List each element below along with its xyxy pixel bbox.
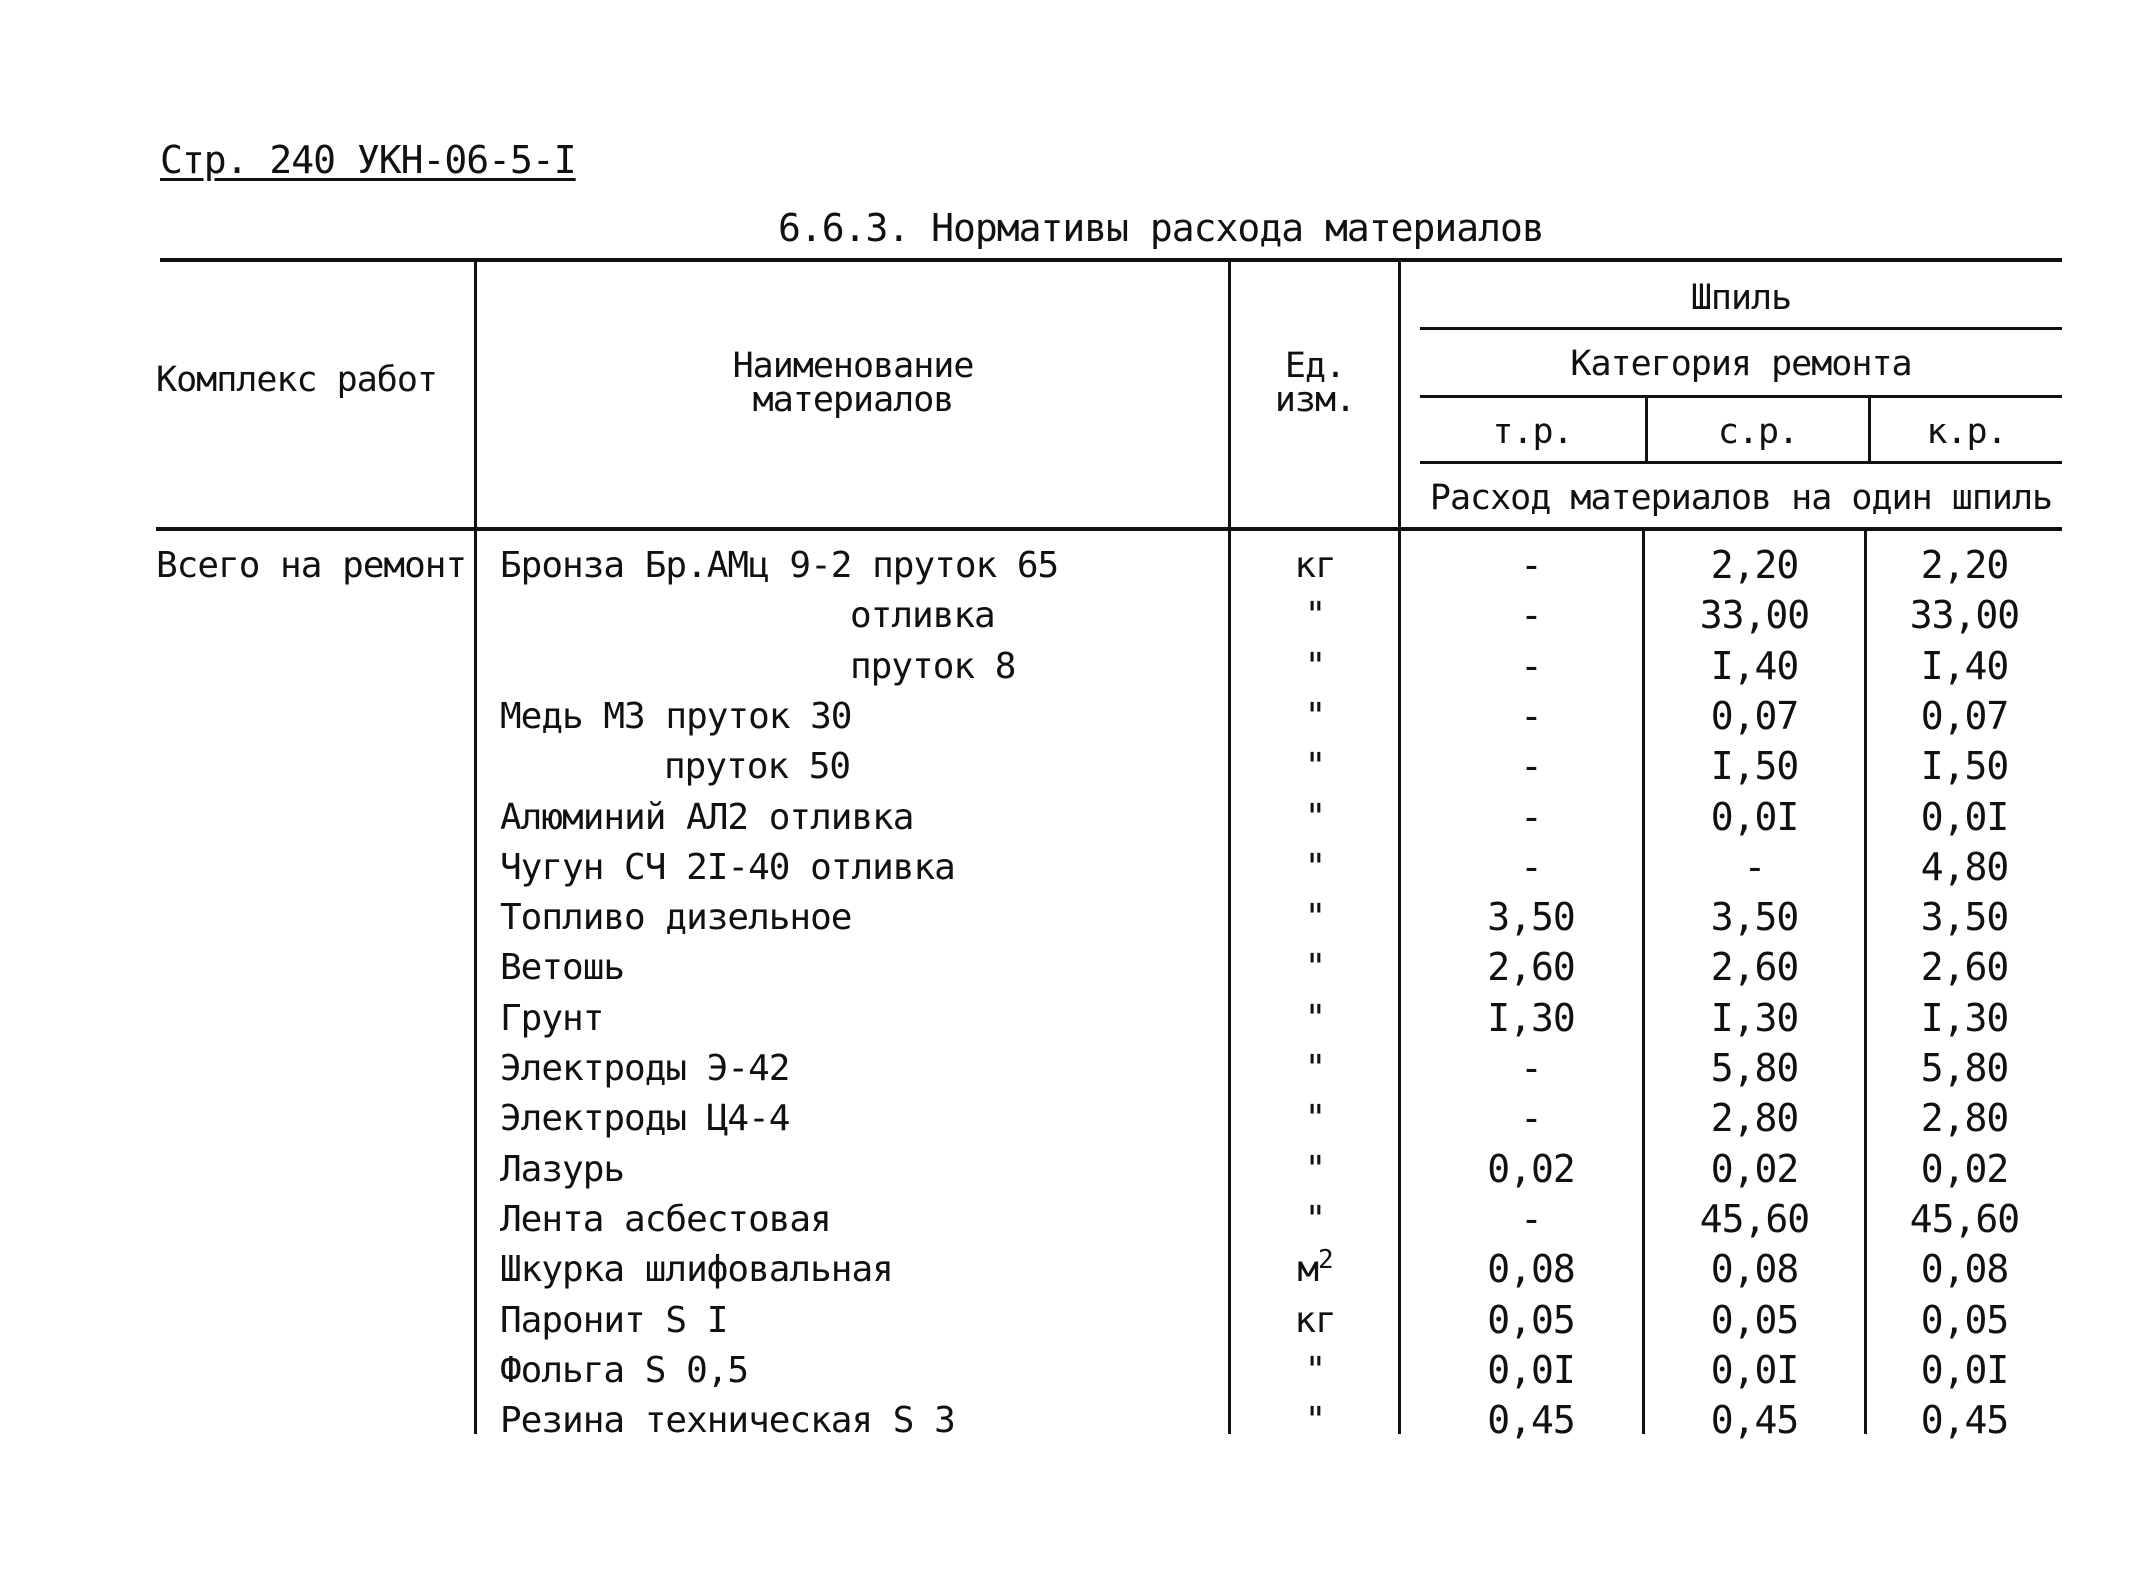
value-tr: - <box>1520 644 1542 688</box>
material-name: Шкурка шлифовальная <box>500 1249 893 1290</box>
table-row <box>0 694 2152 747</box>
header-name-line2: материалов <box>752 380 954 420</box>
header-kr: к.р. <box>1926 412 2007 452</box>
value-kr: 0,02 <box>1920 1147 2009 1191</box>
material-name: Ветошь <box>500 947 625 988</box>
unit-cell <box>1232 1245 1398 1290</box>
value-sr: I,30 <box>1710 996 1799 1040</box>
value-tr: - <box>1520 694 1542 738</box>
unit-value: " <box>1304 1098 1326 1139</box>
unit-value: " <box>1304 797 1326 838</box>
material-name: Лазурь <box>500 1149 625 1190</box>
unit-value: м <box>1297 1249 1319 1290</box>
unit-value: " <box>1304 696 1326 737</box>
header-category-rule <box>1420 395 2062 398</box>
value-tr: 0,0I <box>1487 1348 1575 1392</box>
material-name: пруток 8 <box>850 646 1016 687</box>
table-row <box>0 1245 2152 1300</box>
table-row <box>0 1046 2152 1099</box>
unit-value: " <box>1304 1400 1326 1441</box>
value-kr: 3,50 <box>1920 895 2009 939</box>
unit-cell <box>1232 1048 1398 1089</box>
value-kr: I,50 <box>1920 744 2009 788</box>
table-row <box>0 1348 2152 1401</box>
value-tr: 0,08 <box>1487 1247 1575 1291</box>
unit-exponent: 2 <box>1318 1245 1333 1275</box>
value-kr: 2,20 <box>1920 543 2009 587</box>
header-group-rule <box>1420 327 2062 330</box>
value-kr: 0,05 <box>1920 1298 2009 1342</box>
value-tr: 2,60 <box>1487 945 1575 989</box>
header-group: Шпиль <box>1690 278 1792 318</box>
material-name: Медь М3 пруток 30 <box>500 696 852 737</box>
value-sr: 0,0I <box>1710 795 1799 839</box>
unit-cell <box>1232 947 1398 988</box>
unit-cell <box>1232 646 1398 687</box>
table-title: 6.6.3. Нормативы расхода материалов <box>778 206 1544 250</box>
unit-cell <box>1232 1400 1398 1441</box>
unit-cell <box>1232 545 1398 586</box>
value-sr: 2,80 <box>1710 1096 1799 1140</box>
value-tr: - <box>1520 543 1542 587</box>
value-sr: 0,08 <box>1710 1247 1799 1291</box>
unit-cell <box>1232 897 1398 938</box>
header-per-unit: Расход материалов на один шпиль <box>1429 478 2053 518</box>
unit-value: " <box>1304 646 1326 687</box>
table-row <box>0 543 2152 596</box>
unit-cell <box>1232 797 1398 838</box>
unit-value: " <box>1304 998 1326 1039</box>
material-name: Бронза Бр.АМц 9-2 пруток 65 <box>500 545 1059 586</box>
value-sr: - <box>1743 845 1766 889</box>
material-name: Чугун СЧ 2I-40 отливка <box>500 847 955 888</box>
value-sr: 0,05 <box>1710 1298 1799 1342</box>
unit-value: " <box>1304 1350 1326 1391</box>
value-kr: 45,60 <box>1909 1197 2020 1241</box>
value-tr: - <box>1520 1197 1542 1241</box>
material-name: Резина техническая S 3 <box>500 1400 955 1441</box>
table-row <box>0 945 2152 998</box>
value-sr: 2,20 <box>1710 543 1799 587</box>
unit-value: " <box>1304 595 1326 636</box>
table-top-rule <box>160 258 2062 262</box>
table-row <box>0 1197 2152 1250</box>
value-tr: 0,02 <box>1487 1147 1575 1191</box>
header-tr: т.р. <box>1492 412 1573 452</box>
unit-cell <box>1232 1098 1398 1139</box>
page-reference: Стр. 240 УКН-06-5-I <box>160 138 576 182</box>
value-sr: 33,00 <box>1699 593 1810 637</box>
value-tr: - <box>1520 593 1542 637</box>
header-bottom-rule <box>156 527 2062 531</box>
value-tr: I,30 <box>1487 996 1575 1040</box>
value-kr: 33,00 <box>1909 593 2020 637</box>
value-kr: I,30 <box>1920 996 2009 1040</box>
value-sr: 0,45 <box>1710 1398 1799 1442</box>
value-tr: 3,50 <box>1487 895 1575 939</box>
value-tr: - <box>1520 1096 1542 1140</box>
material-name: Паронит S I <box>500 1300 728 1341</box>
value-sr: 2,60 <box>1710 945 1799 989</box>
table-row <box>0 1298 2152 1351</box>
value-kr: 0,45 <box>1920 1398 2009 1442</box>
complex-value: Всего на ремонт <box>156 545 467 586</box>
header-unit-line1: Ед. <box>1284 346 1346 386</box>
unit-value: " <box>1304 847 1326 888</box>
value-kr: 0,0I <box>1920 1348 2009 1392</box>
table-row <box>0 593 2152 646</box>
value-tr: - <box>1520 845 1542 889</box>
table-row <box>0 996 2152 1049</box>
unit-value: кг <box>1294 545 1336 586</box>
value-sr: I,50 <box>1710 744 1799 788</box>
header-category: Категория ремонта <box>1570 344 1912 384</box>
material-name: Алюминий АЛ2 отливка <box>500 797 914 838</box>
value-sr: I,40 <box>1710 644 1799 688</box>
table-row <box>0 1096 2152 1149</box>
material-name: Топливо дизельное <box>500 897 852 938</box>
table-row <box>0 644 2152 697</box>
unit-value: " <box>1304 1149 1326 1190</box>
unit-value: " <box>1304 947 1326 988</box>
value-sr: 0,07 <box>1710 694 1799 738</box>
value-sr: 5,80 <box>1710 1046 1799 1090</box>
unit-cell <box>1232 746 1398 787</box>
unit-value: " <box>1304 746 1326 787</box>
unit-cell <box>1232 1199 1398 1240</box>
table-row <box>0 744 2152 797</box>
header-complex: Комплекс работ <box>156 360 438 400</box>
value-kr: 2,80 <box>1920 1096 2009 1140</box>
table-row <box>0 1147 2152 1200</box>
value-tr: 0,45 <box>1487 1398 1575 1442</box>
value-sr: 0,0I <box>1710 1348 1799 1392</box>
value-kr: 0,07 <box>1920 694 2009 738</box>
header-unit-line2: изм. <box>1274 380 1356 420</box>
value-tr: - <box>1520 795 1542 839</box>
unit-cell <box>1232 1149 1398 1190</box>
header-name-line1: Наименование <box>732 346 974 386</box>
value-sr: 0,02 <box>1710 1147 1799 1191</box>
material-name: Электроды Э-42 <box>500 1048 790 1089</box>
value-kr: 0,08 <box>1920 1247 2009 1291</box>
unit-cell <box>1232 595 1398 636</box>
material-name: отливка <box>850 595 995 636</box>
value-tr: 0,05 <box>1487 1298 1575 1342</box>
value-kr: 0,0I <box>1920 795 2009 839</box>
unit-cell <box>1232 847 1398 888</box>
material-name: пруток 50 <box>664 746 851 787</box>
material-name: Фольга S 0,5 <box>500 1350 749 1391</box>
value-tr: - <box>1520 744 1542 788</box>
table-row <box>0 795 2152 848</box>
table-row <box>0 1398 2152 1451</box>
value-sr: 45,60 <box>1699 1197 1810 1241</box>
material-name: Грунт <box>500 998 604 1039</box>
unit-value: кг <box>1294 1300 1336 1341</box>
value-sr: 3,50 <box>1710 895 1799 939</box>
value-kr: 2,60 <box>1920 945 2009 989</box>
value-kr: I,40 <box>1920 644 2009 688</box>
value-kr: 4,80 <box>1920 845 2009 889</box>
unit-value: " <box>1304 1199 1326 1240</box>
table-row <box>0 845 2152 898</box>
material-name: Электроды Ц4-4 <box>500 1098 790 1139</box>
value-kr: 5,80 <box>1920 1046 2009 1090</box>
value-tr: - <box>1520 1046 1542 1090</box>
unit-cell <box>1232 696 1398 737</box>
material-name: Лента асбестовая <box>500 1199 831 1240</box>
header-sr: с.р. <box>1717 412 1799 452</box>
header-columns-rule <box>1420 461 2062 464</box>
table-row <box>0 895 2152 948</box>
unit-cell <box>1232 1300 1398 1341</box>
unit-value: " <box>1304 897 1326 938</box>
unit-cell <box>1232 1350 1398 1391</box>
unit-value: " <box>1304 1048 1326 1089</box>
unit-cell <box>1232 998 1398 1039</box>
